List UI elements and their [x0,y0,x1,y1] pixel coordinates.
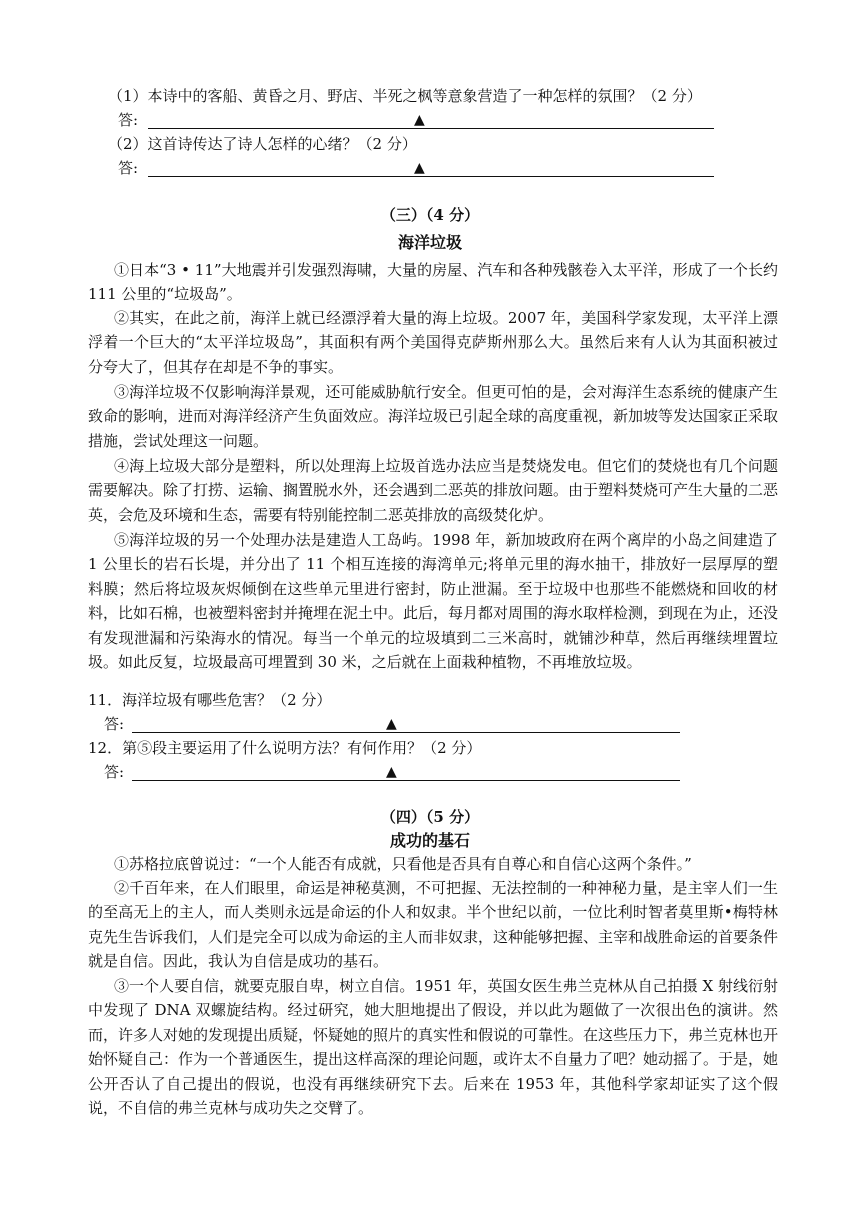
answer-blank-line[interactable] [132,780,680,781]
poem-question-1: （1）本诗中的客船、黄昏之月、野店、半死之枫等意象营造了一种怎样的氛围？（2 分） [108,87,702,105]
answer-row-2 [118,156,718,180]
poem-question-2: （2）这首诗传达了诗人怎样的心绪？（2 分） [108,135,417,153]
section-4-title: 成功的基石 [389,831,470,850]
answer-label: 答: [118,111,139,129]
question-12: 12．第⑤段主要运用了什么说明方法？有何作用？（2 分） [88,739,482,757]
s4-paragraph-2: ②千百年来，在人们眼里，命运是神秘莫测，不可把握、无法控制的一种神秘力量，是主宰人们一生的至高无上的主人，而人类则永远是命运的仆人和奴隶。半个世纪以前，一位比利时智者莫里斯•梅特林克先生告诉我们，人们是完全可以成为命运的主人而非奴隶，这种能够把握、主宰和战胜命运的首要条件就是自信。因此，我认为自信是成功的基石。 [88,879,779,971]
s4-paragraph-1: ①苏格拉底曾说过：“一个人能否有成就，只看他是否具有自尊心和自信心这两个条件。” [114,855,692,873]
section-3-header: （三）（4 分） [380,206,480,224]
answer-blank-line[interactable] [148,128,714,129]
s3-paragraph-1: ①日本“3 • 11”大地震并引发强烈海啸，大量的房屋、汽车和各种残骸卷入太平洋，形成了一个长约 111 公里的“垃圾岛”。 [88,261,778,304]
s4-paragraph-3: ③一个人要自信，就要克服自卑，树立自信。1951 年，英国女医生弗兰克林从自己拍摄 X 射线衍射中发现了 DNA 双螺旋结构。经过研究，她大胆地提出了假设，并以此为题做了一次很出色的演讲。然而，许多人对她的发现提出质疑，怀疑她的照片的真实性和假说的可靠性。在这些压力下，弗兰克林也开始怀疑自己：作为一个普通医生，提出这样高深的理论问题，或许太不自量力了吧？她动摇了。于是，她公开否认了自己提出的假说，也没有再继续研究下去。后来在 1953 年，其他科学家却证实了这个假说，不自信的弗兰克林与成功失之交臂了。 [88,977,779,1118]
s3-paragraph-4: ④海上垃圾大部分是塑料，所以处理海上垃圾首选办法应当是焚烧发电。但它们的焚烧也有几个问题需要解决。除了打捞、运输、搁置脱水外，还会遇到二恶英的排放问题。由于塑料焚烧可产生大量的二恶英，会危及环境和生态，需要有特别能控制二恶英排放的高级焚化炉。 [88,457,779,524]
answer-blank-line[interactable] [148,176,714,177]
answer-label: 答: [104,763,125,781]
triangle-marker-icon: ▲ [414,112,425,128]
question-11: 11．海洋垃圾有哪些危害？（2 分） [88,691,332,709]
answer-blank-line[interactable] [132,732,680,733]
triangle-marker-icon: ▲ [414,160,425,176]
answer-label: 答: [118,159,139,177]
triangle-marker-icon: ▲ [386,716,397,732]
section-4-header: （四）（5 分） [380,808,480,826]
s3-paragraph-5: ⑤海洋垃圾的另一个处理办法是建造人工岛屿。1998 年，新加坡政府在两个离岸的小岛之间建造了 1 公里长的岩石长堤，并分出了 11 个相互连接的海湾单元;将单元里的海水抽干，排放好一层厚厚的塑料膜；然后将垃圾灰烬倾倒在这些单元里进行密封，防止泄漏。至于垃圾中也那些不能燃烧和回收的材料，比如石棉，也被塑料密封并掩埋在泥土中。此后，每月都对周围的海水取样检测，到现在为止，还没有发现泄漏和污染海水的情况。每当一个单元的垃圾填到二三米高时，就铺沙种草，然后再继续埋置垃圾。如此反复，垃圾最高可埋置到 30 米，之后就在上面栽种植物，不再堆放垃圾。 [88,531,779,672]
s3-paragraph-3: ③海洋垃圾不仅影响海洋景观，还可能威胁航行安全。但更可怕的是，会对海洋生态系统的健康产生致命的影响，进而对海洋经济产生负面效应。海洋垃圾已引起全球的高度重视，新加坡等发达国家正采取措施，尝试处理这一问题。 [88,383,779,450]
answer-row-1 [118,108,718,132]
triangle-marker-icon: ▲ [386,764,397,780]
answer-label: 答: [104,715,125,733]
s3-paragraph-2: ②其实，在此之前，海洋上就已经漂浮着大量的海上垃圾。2007 年，美国科学家发现，太平洋上漂浮着一个巨大的“太平洋垃圾岛”，其面积有两个美国得克萨斯州那么大。虽然后来有人认为其面积被过分夸大了，但其存在却是不争的事实。 [88,309,778,376]
answer-row-12 [104,760,684,784]
answer-row-11 [104,712,684,736]
section-3-title: 海洋垃圾 [397,233,462,252]
